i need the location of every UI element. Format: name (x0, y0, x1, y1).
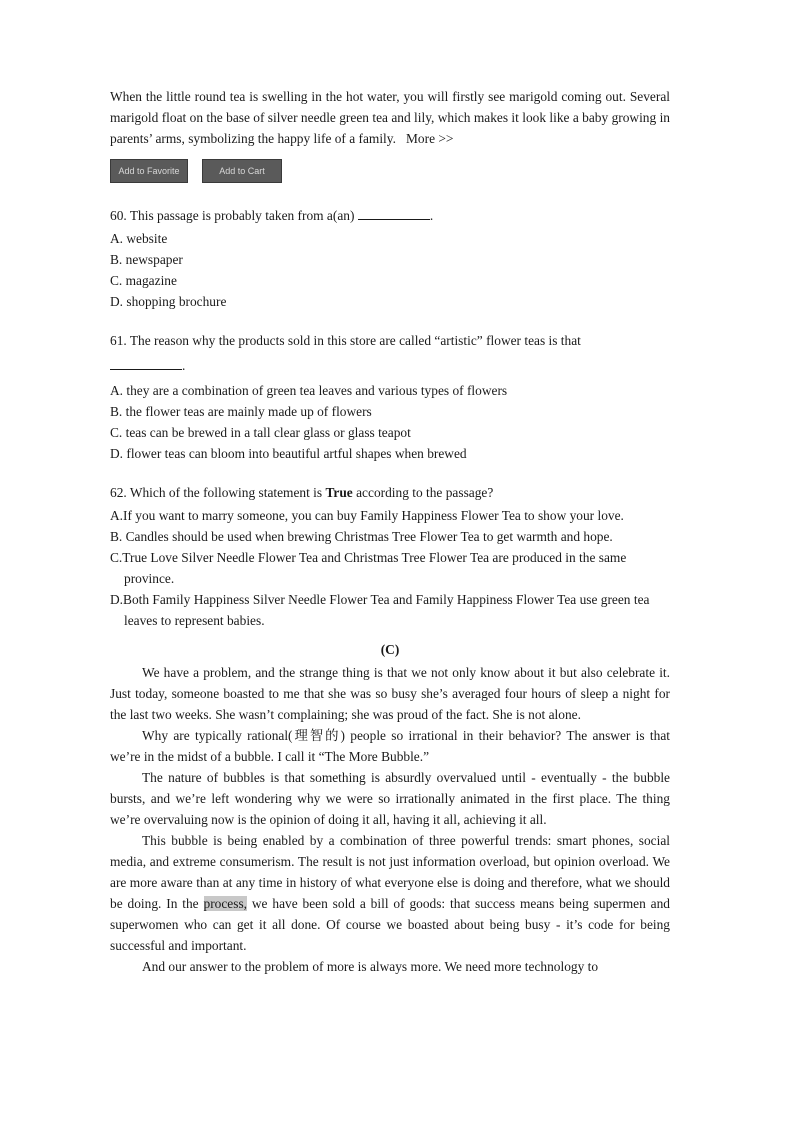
intro-paragraph (110, 86, 670, 149)
passage-paragraph-1: We have a problem, and the strange thing is that we not only know about it but also celebrate it. Just today, someone boasted to me that she was so busy she’s averaged four hours of sleep a night for the last two weeks. She wasn’t complaining; she was proud of the fact. She is not alone. (110, 665, 670, 722)
passage-paragraph-5: And our answer to the problem of more is always more. We need more technology to (142, 959, 599, 974)
stem-text: 62. Which of the following statement is (110, 485, 323, 500)
question-61 (110, 330, 670, 464)
answer-blank (358, 207, 430, 220)
option-c: C. magazine (110, 273, 177, 288)
option-d: D.Both Family Happiness Silver Needle Flower Tea and Family Happiness Flower Tea use green tea leaves to represent babies. (110, 592, 650, 628)
action-buttons (110, 159, 670, 183)
answer-blank-line (110, 355, 670, 376)
stem-end: . (429, 208, 434, 223)
option-d: D. flower teas can bloom into beautiful artful shapes when brewed (110, 446, 467, 461)
question-stem (110, 482, 670, 503)
question-stem (110, 330, 670, 351)
option-b: B. newspaper (110, 252, 183, 267)
stem-text: 60. This passage is probably taken from a(an) (110, 208, 355, 223)
question-60 (110, 205, 670, 312)
option-a: A. they are a combination of green tea leaves and various types of flowers (110, 383, 508, 398)
add-to-favorite-button[interactable]: Add to Favorite (110, 159, 188, 183)
option-a: A.If you want to marry someone, you can buy Family Happiness Flower Tea to show your love. (110, 508, 624, 523)
option-c: C.True Love Silver Needle Flower Tea and Christmas Tree Flower Tea are produced in the same province. (110, 550, 627, 586)
passage-paragraph-3: The nature of bubbles is that something is absurdly overvalued until - eventually - the bubble bursts, and we’re left wondering why we were so irrationally animated in the first place. The thing we’re overvaluing now is the opinion of doing it all, having it all, achieving it all. (110, 770, 670, 827)
answer-blank (110, 357, 182, 370)
option-b: B. the flower teas are mainly made up of flowers (110, 404, 372, 419)
option-c: C. teas can be brewed in a tall clear glass or glass teapot (110, 425, 411, 440)
add-to-cart-button[interactable]: Add to Cart (202, 159, 282, 183)
paragraph-text: This bubble is being enabled by a combination of three powerful trends: smart phones, social media, and extreme consumerism. The result is not just information overload, but opinion overload. We are more aware than at any time in history of what everyone else is doing and therefore, what we should be doing. In the (110, 833, 670, 911)
document-page (110, 86, 670, 977)
intro-text: When the little round tea is swelling in the hot water, you will firstly see marigold coming out. Several marigold float on the base of silver needle green tea and lily, which makes it look like a baby growing in parents’ arms, symbolizing the happy life of a family. (110, 89, 670, 146)
passage-paragraph-2: Why are typically rational(理智的) people so irrational in their behavior? The answer is that we’re in the midst of a bubble. I call it “The More Bubble.” (110, 728, 670, 764)
stem-end: according to the passage? (356, 485, 494, 500)
stem-text: 61. The reason why the products sold in this store are called “artistic” flower teas is that (110, 333, 581, 348)
question-62 (110, 482, 670, 631)
option-b: B. Candles should be used when brewing Christmas Tree Flower Tea to get warmth and hope. (110, 529, 613, 544)
question-stem (110, 205, 670, 226)
stem-end: . (182, 358, 186, 373)
highlighted-word: process, (203, 896, 248, 911)
option-d: D. shopping brochure (110, 294, 227, 309)
passage-paragraph-4 (110, 830, 670, 956)
stem-bold-word: True (325, 485, 353, 500)
paragraph-text: we have been sold a bill of goods: that success means being supermen and superwomen who can get it all done. Of course we boasted about being busy - it’s code for being successful and important. (110, 896, 670, 953)
more-link[interactable]: More >> (406, 131, 454, 146)
option-a: A. website (110, 231, 168, 246)
section-title: (C) (380, 642, 400, 657)
